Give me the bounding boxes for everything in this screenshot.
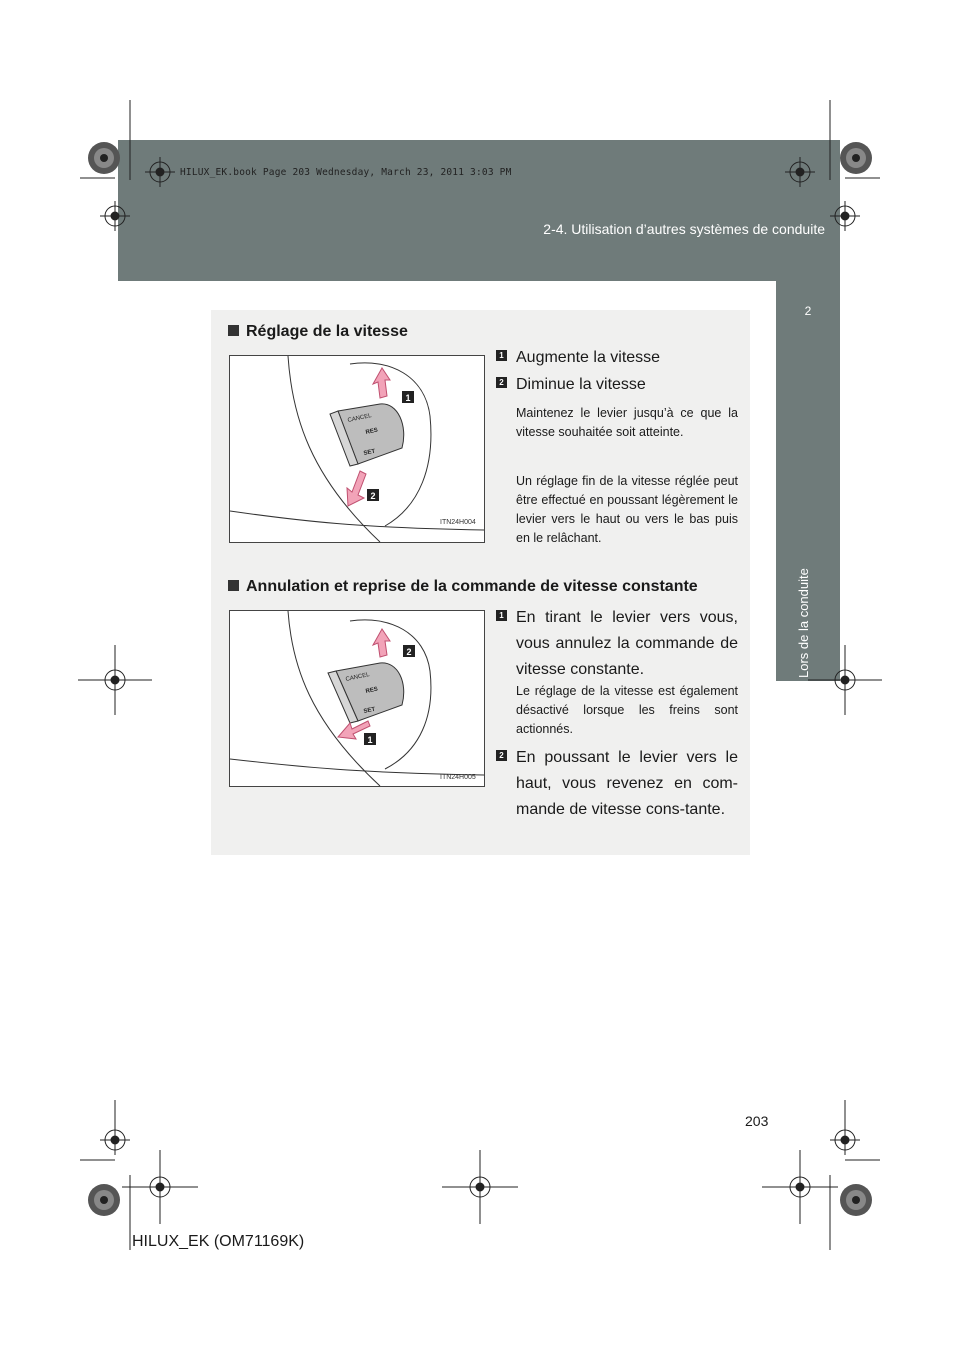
lever-label-set: SET bbox=[363, 448, 376, 457]
item-number-badge: 2 bbox=[496, 750, 507, 761]
book-stamp: HILUX_EK.book Page 203 Wednesday, March 23, 2011 3:03 PM bbox=[180, 167, 512, 178]
down-arrow-icon bbox=[347, 471, 366, 506]
callout-1: 1 bbox=[405, 393, 411, 403]
registration-mark-icon bbox=[100, 1125, 130, 1155]
registration-mark-icon bbox=[830, 1125, 860, 1155]
color-target-icon bbox=[840, 1184, 872, 1216]
section-heading-cancel-resume bbox=[228, 578, 698, 596]
figure-cancel-resume-lever bbox=[229, 610, 485, 787]
color-target-icon bbox=[88, 1184, 120, 1216]
section-heading-speed-adjust bbox=[228, 323, 408, 341]
manual-code: HILUX_EK (OM71169K) bbox=[132, 1233, 305, 1250]
color-target-icon bbox=[88, 142, 120, 174]
chapter-number: 2 bbox=[804, 304, 812, 318]
list-item bbox=[496, 345, 738, 371]
item-number-badge: 2 bbox=[496, 377, 507, 388]
callout-2: 2 bbox=[370, 491, 376, 501]
figure-code: ITN24H004 bbox=[440, 519, 476, 526]
list-item bbox=[496, 372, 738, 398]
figure-speed-adjust-lever bbox=[229, 355, 485, 543]
lever-label-cancel: CANCEL bbox=[345, 672, 371, 683]
page-number: 203 bbox=[745, 1113, 769, 1129]
chapter-label-wrap bbox=[796, 568, 816, 690]
chapter-label: Lors de la conduite bbox=[796, 568, 811, 678]
lever-label-res: RES bbox=[365, 427, 379, 436]
callout-2: 2 bbox=[406, 647, 412, 657]
item-text: Diminue la vitesse bbox=[516, 376, 646, 393]
list-item bbox=[496, 745, 738, 849]
registration-mark-icon bbox=[78, 645, 152, 715]
section-heading-text: Annulation et reprise de la commande de vitesse constante bbox=[246, 578, 698, 595]
lever-label-cancel: CANCEL bbox=[347, 413, 373, 424]
note-paragraph: Un réglage fin de la vitesse réglée peut être effectué en poussant légèrement le levier vers le haut ou vers le bas puis en le relâchant. bbox=[516, 474, 738, 545]
registration-mark-icon bbox=[762, 1150, 838, 1224]
note-paragraph: Maintenez le levier jusqu’à ce que la vitesse souhaitée soit atteinte. bbox=[516, 406, 738, 439]
up-arrow-icon bbox=[373, 629, 390, 657]
item-number-badge: 1 bbox=[496, 350, 507, 361]
steering-lever-illustration bbox=[230, 611, 484, 786]
lever-label-res: RES bbox=[365, 686, 379, 695]
registration-mark-icon bbox=[442, 1150, 518, 1224]
square-bullet-icon bbox=[228, 325, 239, 336]
up-arrow-icon bbox=[373, 368, 390, 398]
item-text: Augmente la vitesse bbox=[516, 349, 661, 366]
list-item bbox=[496, 605, 738, 683]
item-number-badge: 1 bbox=[496, 610, 507, 621]
figure-code: ITN24H005 bbox=[440, 774, 476, 781]
item-text: En poussant le levier vers le haut, vous revenez en com-mande de vitesse cons-tante. bbox=[516, 749, 738, 818]
note-paragraph: Le réglage de la vitesse est également désactivé lorsque les freins sont actionnés. bbox=[516, 684, 738, 736]
registration-mark-icon bbox=[122, 1150, 198, 1224]
color-target-icon bbox=[840, 142, 872, 174]
header-band bbox=[118, 140, 840, 281]
section-heading-text: Réglage de la vitesse bbox=[246, 323, 408, 340]
section-title: 2-4. Utilisation d’autres systèmes de conduite bbox=[543, 221, 825, 237]
steering-lever-illustration bbox=[230, 356, 484, 542]
lever-label-set: SET bbox=[363, 706, 376, 715]
callout-1: 1 bbox=[367, 735, 373, 745]
item-text: En tirant le levier vers vous, vous annulez la commande de vitesse constante. bbox=[516, 609, 738, 678]
square-bullet-icon bbox=[228, 580, 239, 591]
